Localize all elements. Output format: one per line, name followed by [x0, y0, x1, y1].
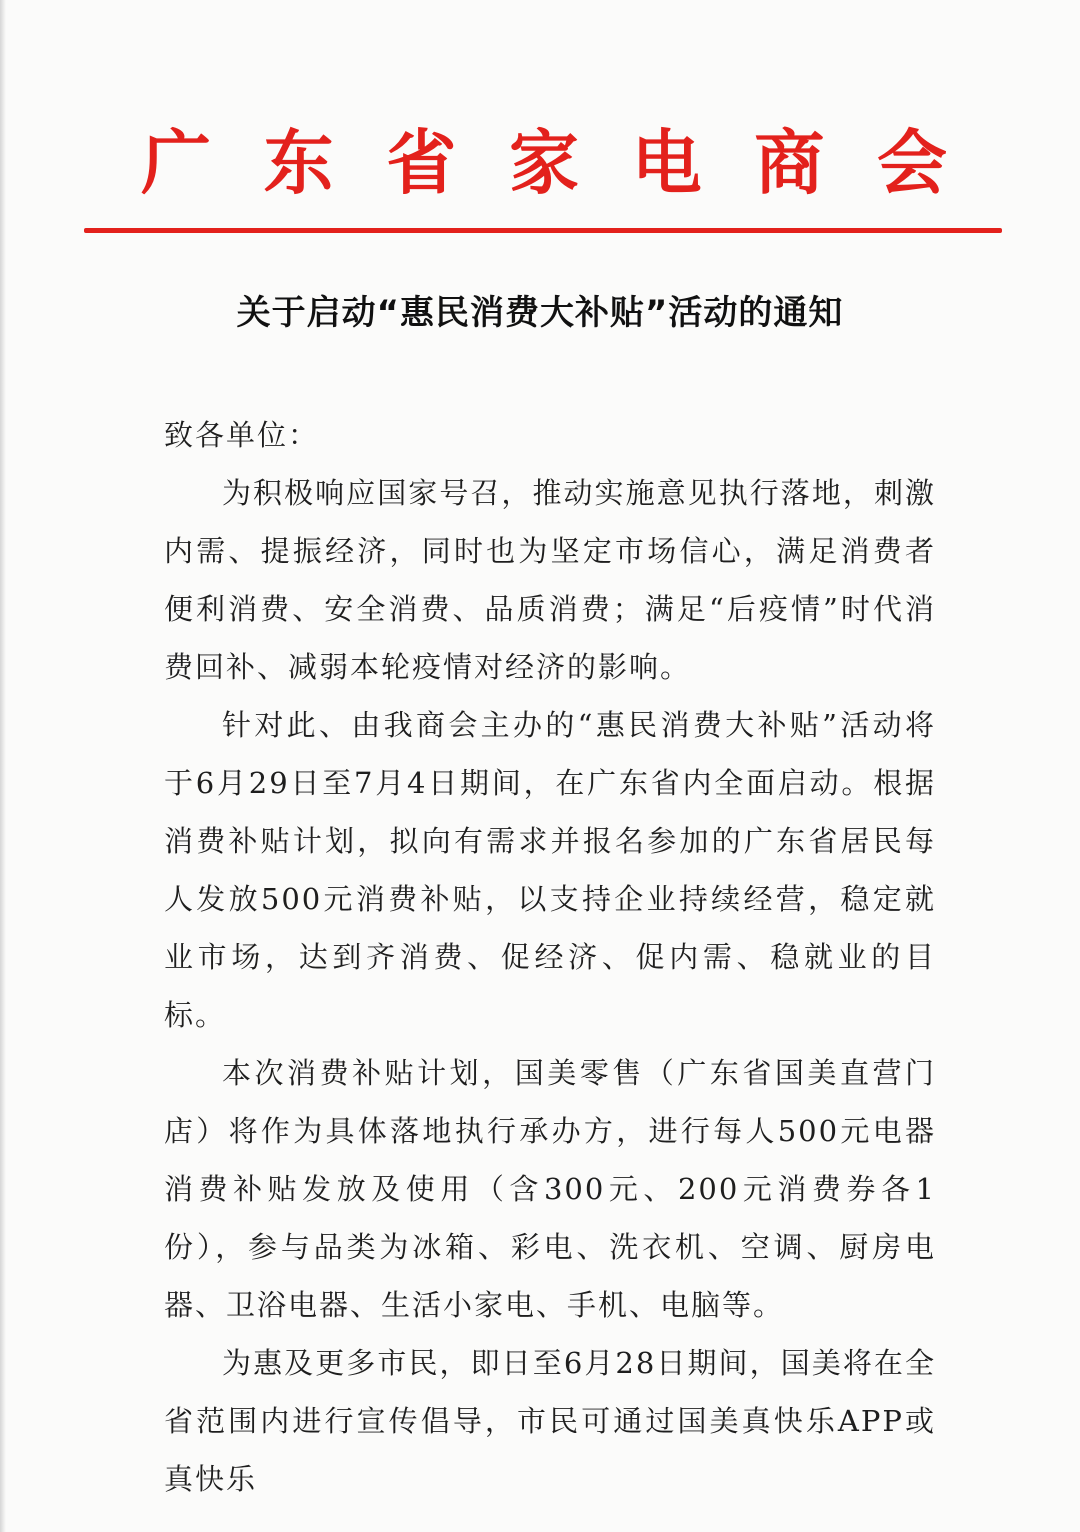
notice-body [164, 406, 936, 1508]
body-paragraph: 为惠及更多市民，即日至6月28日期间，国美将在全省范围内进行宣传倡导，市民可通过国美真快乐APP或真快乐 [164, 1346, 936, 1496]
letterhead-char: 会 [876, 121, 947, 204]
body-paragraph: 为积极响应国家号召，推动实施意见执行落地，刺激内需、提振经济，同时也为坚定市场信心，满足消费者便利消费、安全消费、品质消费；满足“后疫情”时代消费回补、减弱本轮疫情对经济的影响。 [164, 476, 936, 684]
letterhead-char: 广 [141, 121, 211, 204]
letterhead-char: 省 [386, 121, 457, 204]
salutation: 致各单位： [164, 418, 320, 452]
letterhead-char: 东 [263, 121, 334, 204]
letterhead-divider [84, 228, 1002, 233]
organization-letterhead [136, 118, 952, 208]
body-paragraph: 针对此、由我商会主办的“惠民消费大补贴”活动将于6月29日至7月4日期间，在广东省内全面启动。根据消费补贴计划，拟向有需求并报名参加的广东省居民每人发放500元消费补贴，以支持企业持续经营，稳定就业市场，达到齐消费、促经济、促内需、稳就业的目标。 [164, 708, 936, 1032]
notice-title: 关于启动“惠民消费大补贴”活动的通知 [236, 293, 844, 333]
page-edge-shadow [0, 0, 6, 1532]
letterhead-char: 商 [754, 121, 825, 204]
letterhead-char: 电 [631, 121, 702, 204]
body-paragraph: 本次消费补贴计划，国美零售（广东省国美直营门店）将作为具体落地执行承办方，进行每人500元电器消费补贴发放及使用（含300元、200元消费券各1份），参与品类为冰箱、彩电、洗衣机、空调、厨房电器、卫浴电器、生活小家电、手机、电脑等。 [164, 1056, 936, 1322]
letterhead-char: 家 [508, 121, 579, 204]
